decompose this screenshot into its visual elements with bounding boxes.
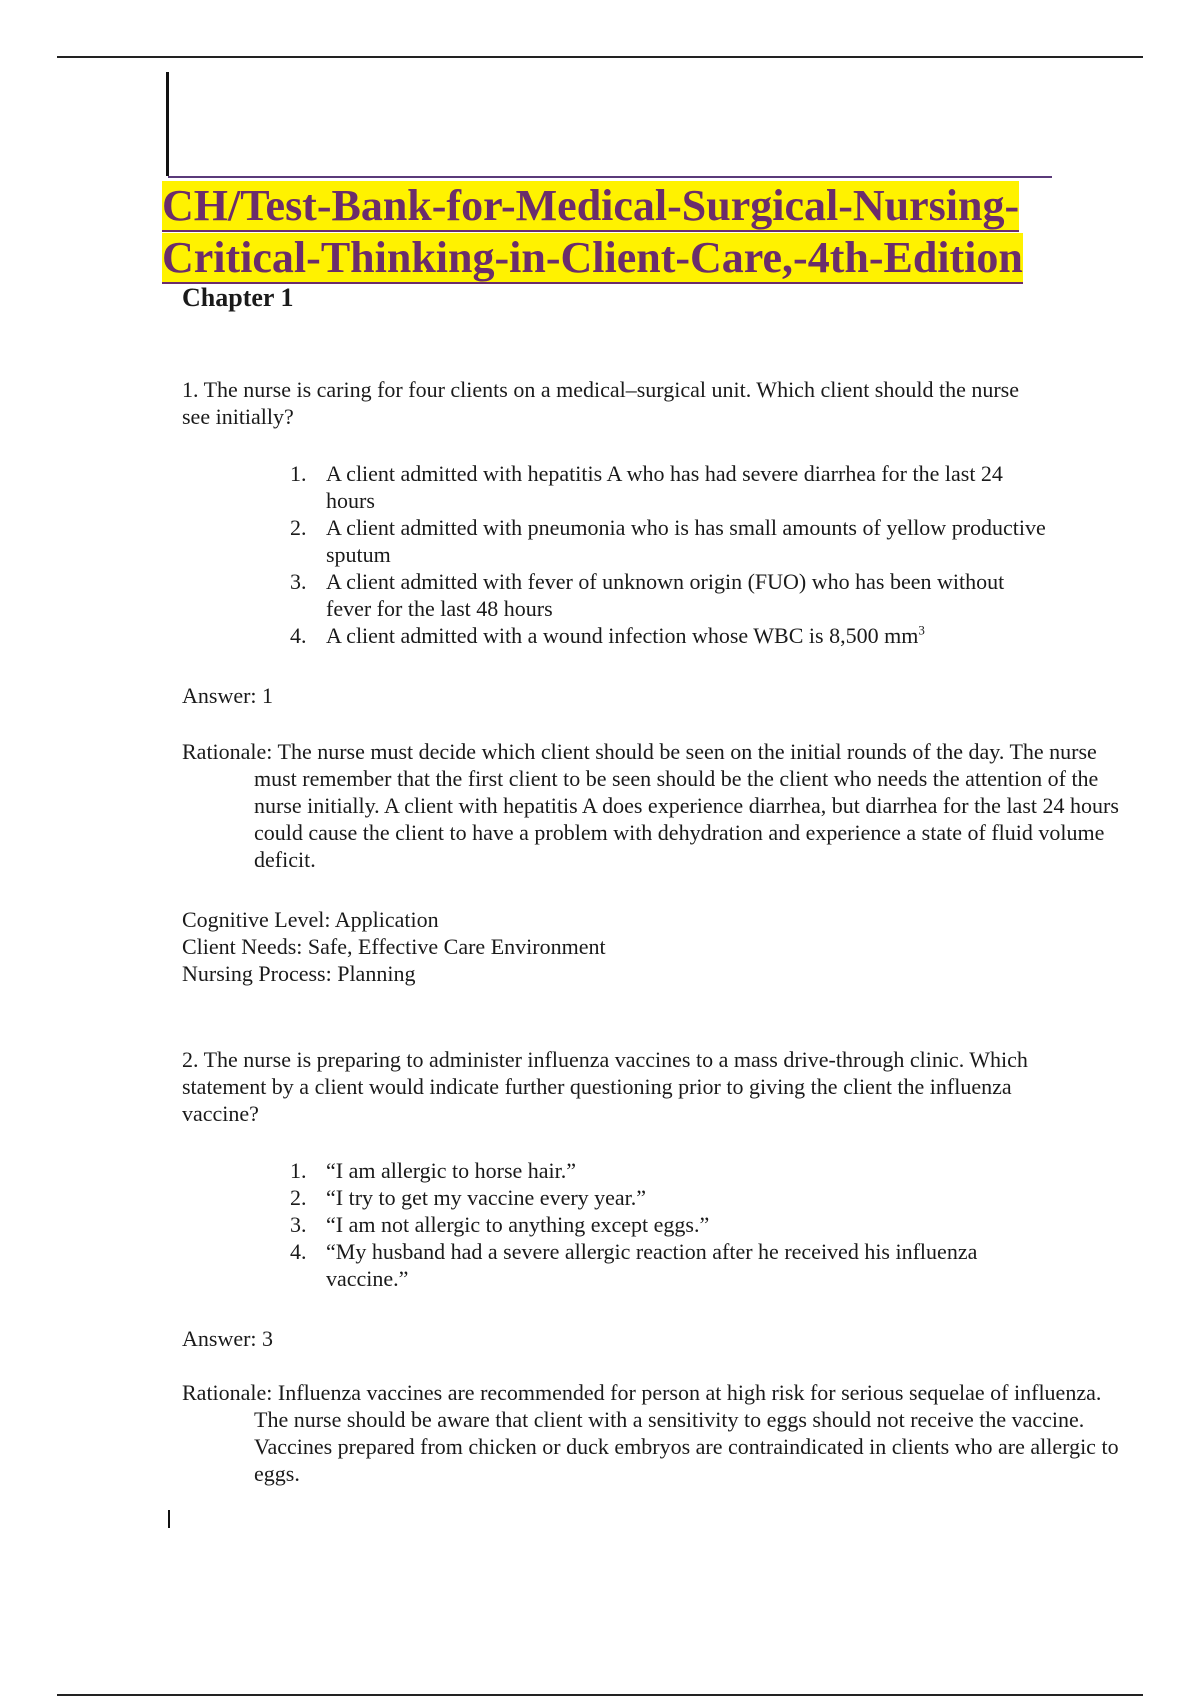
question-2-option-3: 3. “I am not allergic to anything except eggs.” bbox=[290, 1212, 710, 1237]
question-1-answer: Answer: 1 bbox=[182, 683, 274, 708]
question-1-nursing-process: Nursing Process: Planning bbox=[182, 961, 416, 986]
question-1-option-4: 4. A client admitted with a wound infection whose WBC is 8,500 $mm^3$ bbox=[290, 622, 925, 648]
question-1-option-1: 1. A client admitted with hepatitis A who has had severe diarrhea for the last 24 hours bbox=[290, 461, 1003, 513]
top-page-rule bbox=[57, 56, 1143, 58]
chapter-heading: Chapter 1 bbox=[182, 283, 294, 312]
question-2-option-4: 4. “My husband had a severe allergic reaction after he received his influenza vaccine.” bbox=[290, 1239, 978, 1291]
question-2-rationale: Rationale: Influenza vaccines are recommended for person at high risk for serious sequelae of influenza. The nurse should be aware that client with a sensitivity to eggs should not receive the vaccine. Vaccines prepared from chicken or duck embryos are contraindicated in clients who are allergic to eggs. bbox=[182, 1380, 1119, 1486]
bottom-page-rule bbox=[57, 1694, 1143, 1696]
question-1-rationale: Rationale: The nurse must decide which client should be seen on the initial rounds of the day. The nurse must remember that the first client to be seen should be the client who needs the attention of the nurse initially. A client with hepatitis A does experience diarrhea, but diarrhea for the last 24 hours could cause the client to have a problem with dehydration and experience a state of fluid volume deficit. bbox=[182, 739, 1119, 872]
question-1-client-needs: Client Needs: Safe, Effective Care Environment bbox=[182, 934, 606, 959]
question-2-option-2: 2. “I try to get my vaccine every year.” bbox=[290, 1185, 647, 1210]
title-top-rule bbox=[168, 176, 1052, 178]
question-2-answer: Answer: 3 bbox=[182, 1326, 274, 1351]
superscript-cubed: 3 bbox=[918, 622, 925, 638]
question-1-option-3: 3. A client admitted with fever of unknown origin (FUO) who has been without fever for the last 48 hours bbox=[290, 569, 1005, 621]
question-2-option-1: 1. “I am allergic to horse hair.” bbox=[290, 1158, 577, 1183]
revision-margin-tick bbox=[168, 1510, 170, 1528]
question-1-cognitive-level: Cognitive Level: Application bbox=[182, 907, 439, 932]
question-2-options bbox=[290, 1157, 1050, 1292]
document-title[interactable]: CH/Test-Bank-for-Medical-Surgical-Nursing-Critical-Thinking-in-Client-Care,-4th-Edition bbox=[162, 181, 1023, 282]
question-1-options bbox=[290, 460, 1050, 649]
revision-margin-bar bbox=[166, 72, 169, 176]
question-2-stem: 2. The nurse is preparing to administer influenza vaccines to a mass drive-through clinic. Which statement by a client would indicate further questioning prior to giving the client the influenza vaccine? bbox=[182, 1047, 1028, 1126]
question-1-option-2: 2. A client admitted with pneumonia who is has small amounts of yellow productive sputum bbox=[290, 515, 1046, 567]
question-1-stem: 1. The nurse is caring for four clients on a medical–surgical unit. Which client should the nurse see initially? bbox=[182, 377, 1020, 429]
